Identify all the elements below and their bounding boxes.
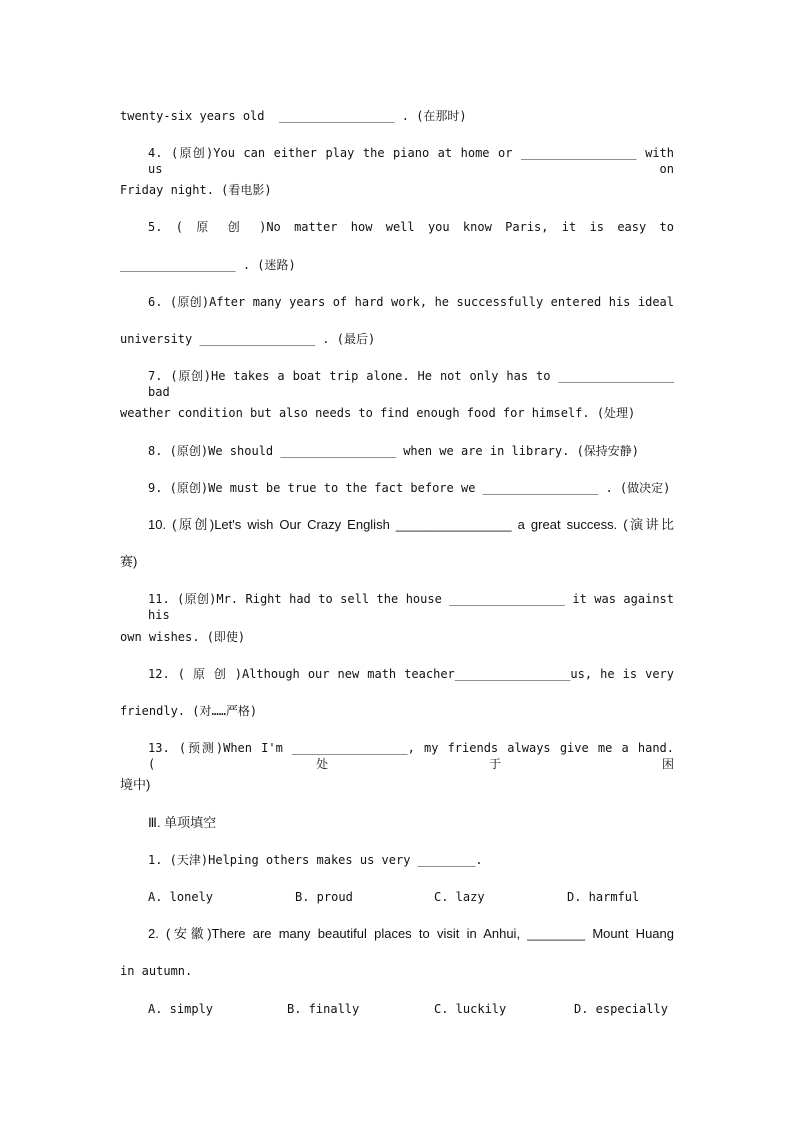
option-c: C. luckily: [434, 1002, 507, 1016]
question-5-line-1: 5. ( 原 创 )No matter how well you know Paris, it is easy to: [148, 220, 674, 234]
choice-question-1: 1. (天津)Helping others makes us very ________.: [148, 853, 483, 867]
question-7-line-2: weather condition but also needs to find enough food for himself. (处理): [120, 406, 636, 420]
option-a: A. simply: [148, 1002, 214, 1016]
question-10-line-1: 10. (原创)Let's wish Our Crazy English ________________ a great success. (演讲比: [148, 517, 674, 532]
question-7-line-1: 7. (原创)He takes a boat trip alone. He not only has to ________________ bad: [148, 369, 674, 399]
question-11-line-2: own wishes. (即使): [120, 630, 246, 644]
option-c: C. lazy: [434, 890, 485, 904]
question-8: 8. (原创)We should ________________ when we are in library. (保持安静): [148, 444, 640, 458]
question-9: 9. (原创)We must be true to the fact before we ________________ . (做决定): [148, 481, 671, 495]
choice-question-2-line-1: 2. (安徽)There are many beautiful places to visit in Anhui, ________ Mount Huang: [148, 926, 674, 941]
section-heading: Ⅲ. 单项填空: [148, 815, 217, 830]
question-4-line-2: Friday night. (看电影): [120, 183, 272, 197]
option-b: B. proud: [295, 890, 353, 904]
question-12-line-1: 12. ( 原 创 )Although our new math teacher________________us, he is very: [148, 667, 674, 681]
choice-question-2-line-2: in autumn.: [120, 964, 193, 978]
question-13-line-2: 境中): [120, 777, 151, 792]
question-13-line-1: 13. (预测)When I'm ________________, my friends always give me a hand. (处于困: [148, 741, 674, 771]
option-a: A. lonely: [148, 890, 214, 904]
text-line-1: twenty-six years old ________________ . (在那时): [120, 109, 467, 123]
option-d: D. harmful: [567, 890, 640, 904]
option-b: B. finally: [287, 1002, 360, 1016]
question-4-line-1: 4. (原创)You can either play the piano at home or ________________ with us on: [148, 146, 674, 176]
question-10-line-2: 赛): [120, 554, 138, 569]
question-6-line-2: university ________________ . (最后): [120, 332, 376, 346]
question-5-line-2: ________________ . (迷路): [120, 258, 296, 272]
question-12-line-2: friendly. (对……严格): [120, 704, 258, 718]
question-6-line-1: 6. (原创)After many years of hard work, he successfully entered his ideal: [148, 295, 674, 309]
question-11-line-1: 11. (原创)Mr. Right had to sell the house ________________ it was against his: [148, 592, 674, 622]
option-d: D. especially: [574, 1002, 668, 1016]
